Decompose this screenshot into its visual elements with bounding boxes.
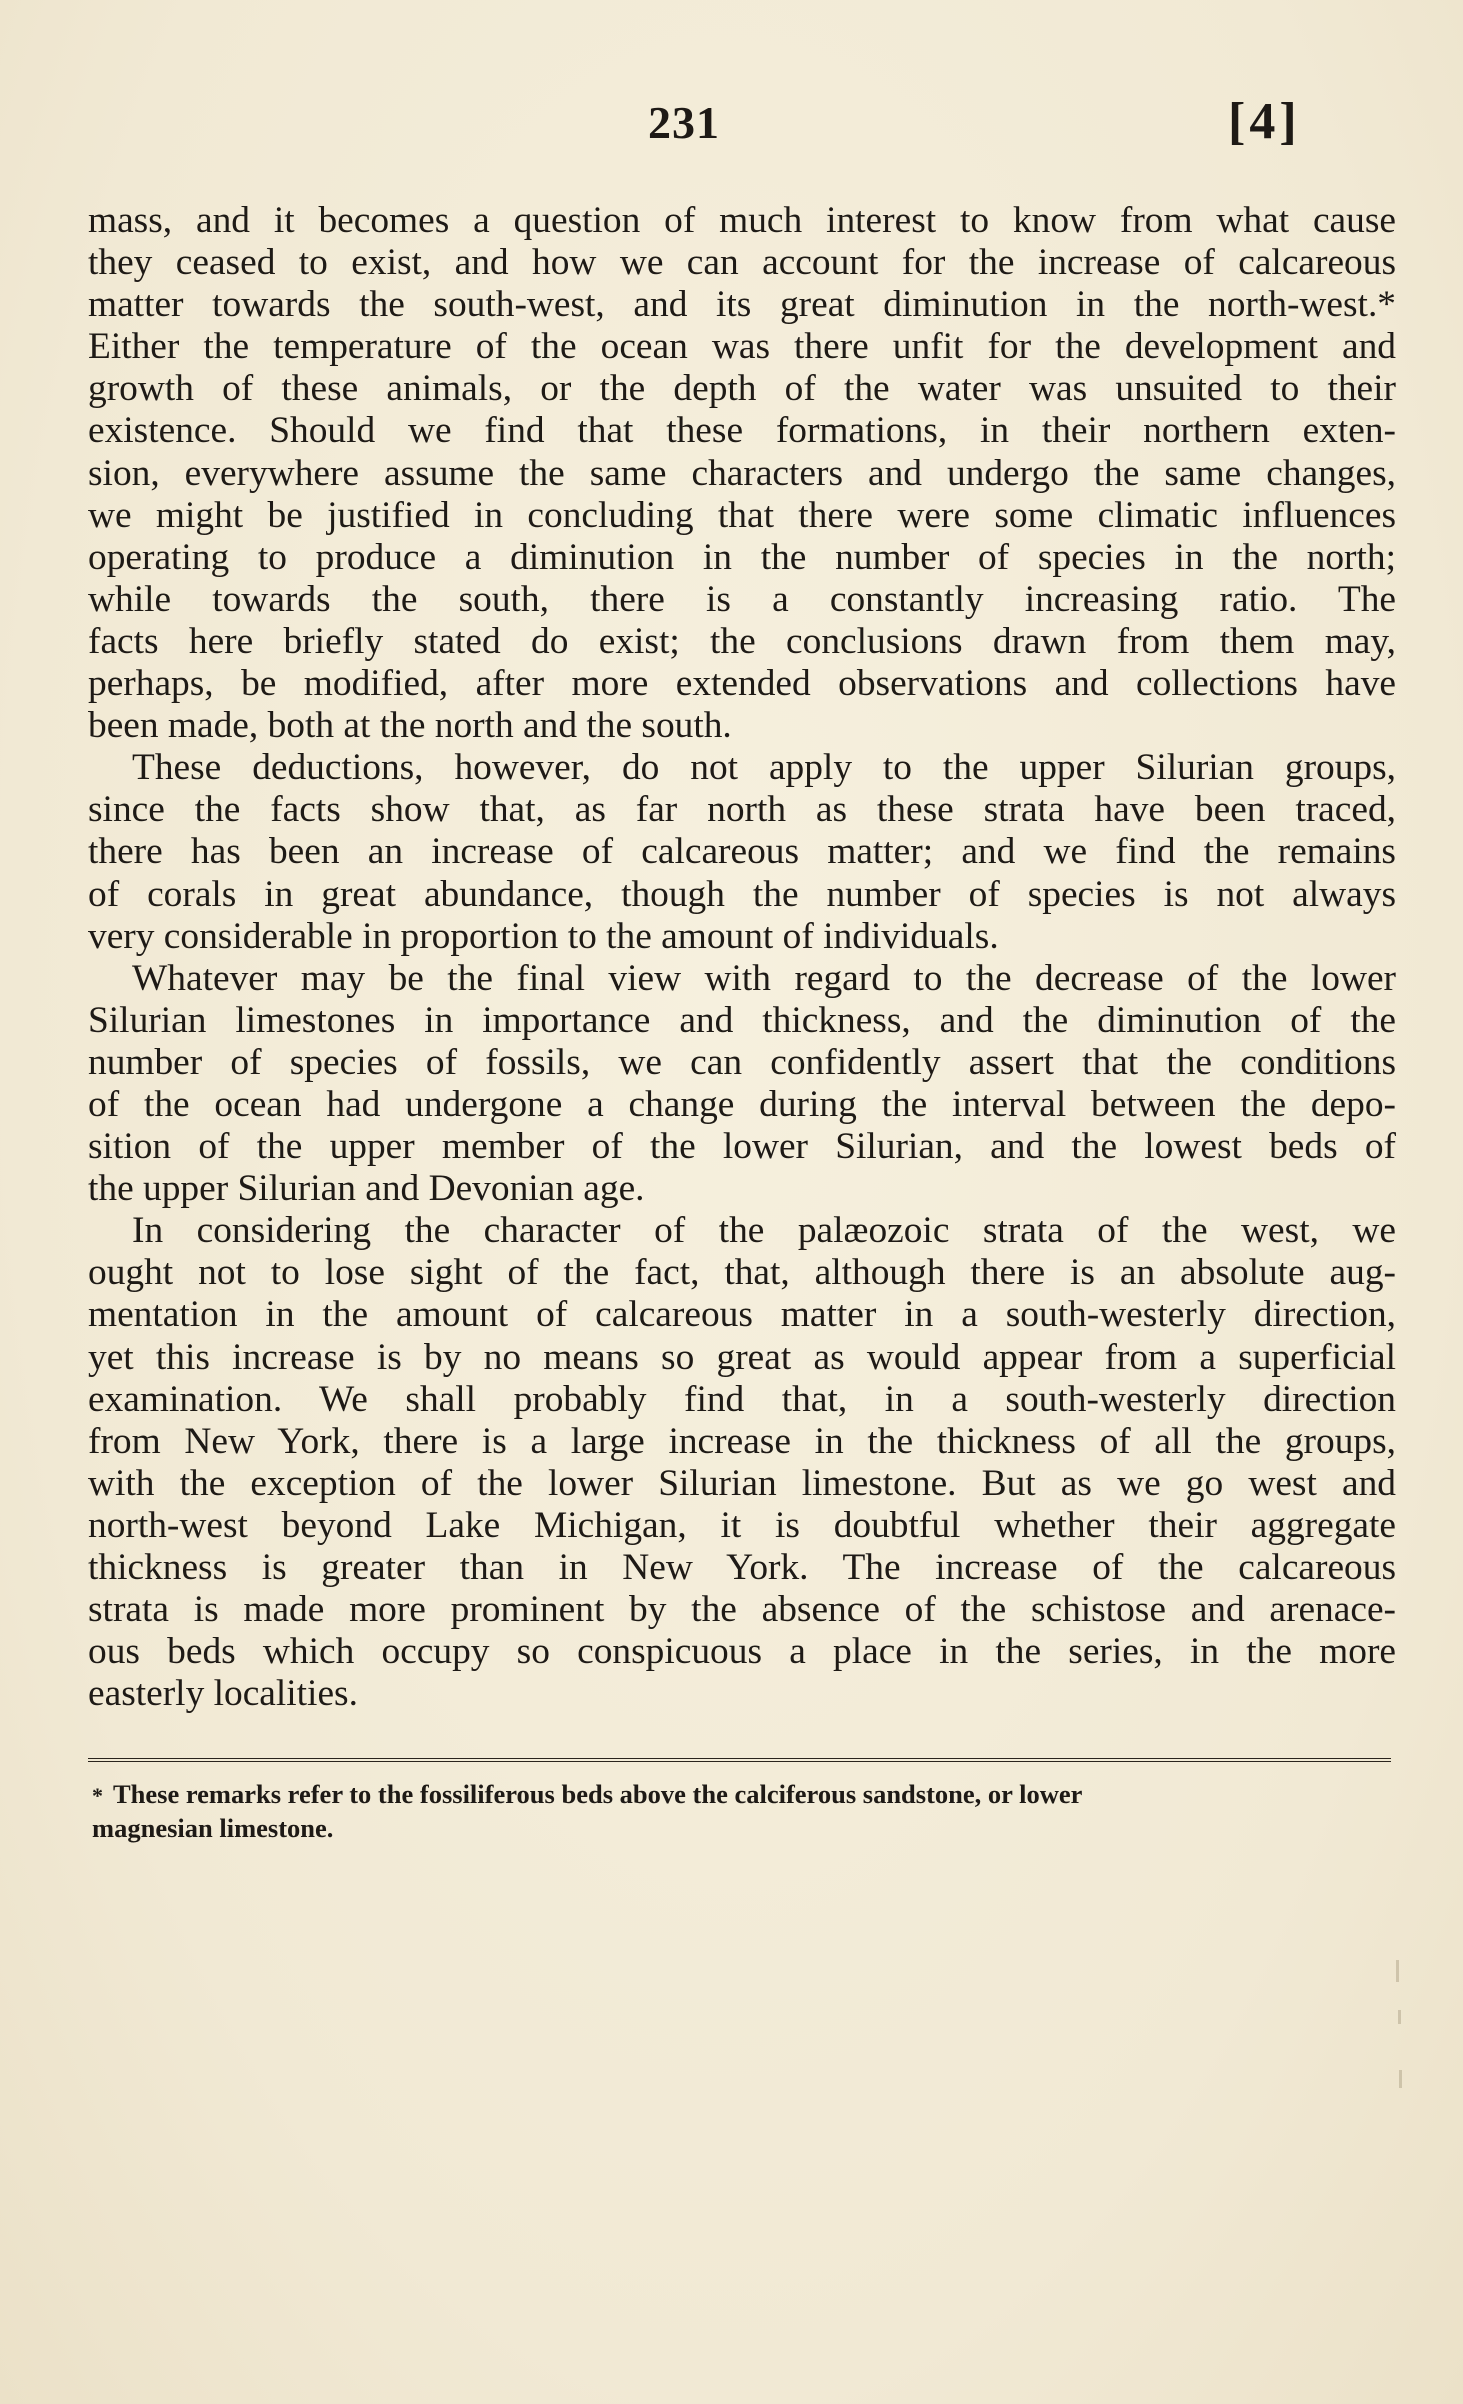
footnote-line: magnesian limestone. [92,1813,334,1843]
text-line-last: been made, both at the north and the south. [88,705,732,747]
text-line: In considering the character of the palæozoic strata of the west, we [132,1210,1396,1252]
text-line: sion, everywhere assume the same characters and undergo the same changes, [88,452,1396,494]
footnote-text: These remarks refer to the fossiliferous beds above the calciferous sandstone, or lower [113,1779,1083,1809]
text-line: ous beds which occupy so conspicuous a place in the series, in the more [88,1631,1396,1673]
text-line: there has been an increase of calcareous matter; and we find the remains [88,831,1396,873]
text-line: since the facts show that, as far north as these strata have been traced, [88,789,1396,831]
text-line: matter towards the south-west, and its great diminution in the north-west.* [88,284,1396,326]
text-line: Silurian limestones in importance and thickness, and the diminution of the [88,999,1396,1041]
text-line: growth of these animals, or the depth of the water was unsuited to their [88,368,1396,410]
text-line: thickness is greater than in New York. The increase of the calcareous [88,1547,1396,1588]
text-line: of corals in great abundance, though the number of species is not always [88,873,1396,915]
text-line: These deductions, however, do not apply to the upper Silurian groups, [132,747,1396,789]
footnote-line [92,1778,1392,1812]
text-line: ought not to lose sight of the fact, that, although there is an absolute aug- [88,1252,1396,1294]
text-line: sition of the upper member of the lower Silurian, and the lowest beds of [88,1126,1396,1168]
text-line: from New York, there is a large increase in the thickness of all the groups, [88,1420,1396,1462]
text-line: perhaps, be modified, after more extended observations and collections have [88,663,1396,705]
text-line-last: easterly localities. [88,1673,358,1715]
text-line: facts here briefly stated do exist; the conclusions drawn from them may, [88,620,1396,662]
text-line: they ceased to exist, and how we can account for the increase of calcareous [88,242,1396,284]
text-line: number of species of fossils, we can confidently assert that the conditions [88,1041,1396,1083]
paper-speck [1399,2070,1402,2088]
text-line: mass, and it becomes a question of much interest to know from what cause [88,200,1396,241]
text-line: of the ocean had undergone a change during the interval between the depo- [88,1083,1396,1125]
body-text [88,200,1396,1715]
text-line-last: very considerable in proportion to the amount of individuals. [88,915,999,957]
text-line: north-west beyond Lake Michigan, it is doubtful whether their aggregate [88,1504,1396,1546]
text-line: Whatever may be the final view with regard to the decrease of the lower [132,957,1396,999]
text-line: strata is made more prominent by the absence of the schistose and arenace- [88,1589,1396,1631]
paragraph-3 [88,958,1396,1211]
text-line: we might be justified in concluding that there were some climatic influences [88,494,1396,536]
paper-speck [1398,2010,1401,2024]
page-header [0,88,1463,158]
footnote-divider [88,1758,1391,1762]
text-line: mentation in the amount of calcareous matter in a south-westerly direction, [88,1294,1396,1336]
text-line: examination. We shall probably find that, in a south-westerly direction [88,1378,1396,1420]
document-number: [4] [1228,93,1301,150]
paragraph-4 [88,1210,1396,1715]
text-line: Either the temperature of the ocean was there unfit for the development and [88,326,1396,368]
text-line: while towards the south, there is a constantly increasing ratio. The [88,578,1396,620]
text-line: existence. Should we find that these formations, in their northern exten- [88,410,1396,452]
paper-speck [1396,1960,1399,1982]
text-line-last: the upper Silurian and Devonian age. [88,1168,645,1210]
text-line: with the exception of the lower Silurian limestone. But as we go west and [88,1462,1396,1504]
text-line: operating to produce a diminution in the number of species in the north; [88,536,1396,578]
text-line: yet this increase is by no means so great as would appear from a superficial [88,1336,1396,1378]
footnote-marker: * [92,1783,103,1808]
page-number: 231 [648,97,720,148]
paragraph-2 [88,747,1396,957]
paragraph-1 [88,200,1396,747]
footnote [92,1778,1392,1845]
